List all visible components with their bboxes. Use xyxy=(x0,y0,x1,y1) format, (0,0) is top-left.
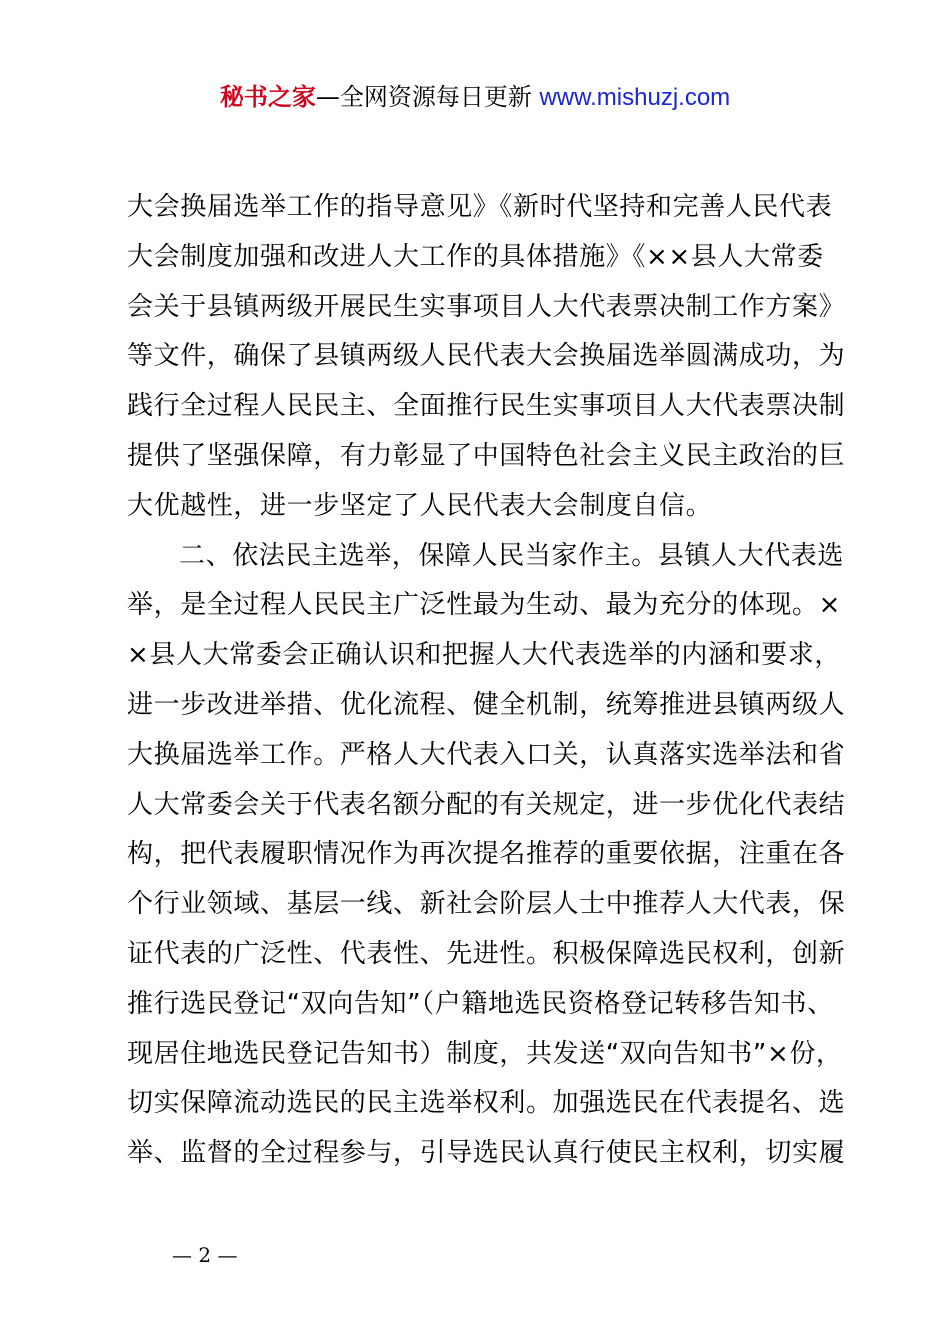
text-line: 人大常委会关于代表名额分配的有关规定，进一步优化代表结 xyxy=(127,789,846,820)
site-header xyxy=(0,80,950,115)
text-line: 切实保障流动选民的民主选举权利。加强选民在代表提名、选 xyxy=(127,1088,846,1119)
text-line: 大会换届选举工作的指导意见》《新时代坚持和完善人民代表 xyxy=(127,192,833,222)
site-tagline: —全网资源每日更新 xyxy=(315,83,540,111)
text-line: 大优越性，进一步坚定了人民代表大会制度自信。 xyxy=(127,490,713,521)
text-line: 会关于县镇两级开展民生实事项目人大代表票决制工作方案》 xyxy=(127,291,846,322)
text-line: 等文件，确保了县镇两级人民代表大会换届选举圆满成功，为 xyxy=(127,341,846,372)
paragraph-start-line: 二、依法民主选举，保障人民当家作主。县镇人大代表选 xyxy=(179,540,845,571)
text-line: 构，把代表履职情况作为再次提名推荐的重要依据，注重在各 xyxy=(127,839,846,870)
text-line: 现居住地选民登记告知书）制度，共发送“双向告知书”×份， xyxy=(127,1038,843,1069)
text-line: 推行选民登记“双向告知”（户籍地选民资格登记转移告知书、 xyxy=(127,988,834,1019)
document-body xyxy=(127,183,846,1179)
page-number: — 2 — xyxy=(172,1243,238,1267)
text-line: 大会制度加强和改进人大工作的具体措施》《××县人大常委 xyxy=(127,241,824,272)
text-line: 进一步改进举措、优化流程、健全机制，统筹推进县镇两级人 xyxy=(127,689,846,720)
site-url-link[interactable]: www.mishuzj.com xyxy=(539,84,731,111)
text-line: ×县人大常委会正确认识和把握人大代表选举的内涵和要求， xyxy=(127,640,841,671)
text-line: 大换届选举工作。严格人大代表入口关，认真落实选举法和省 xyxy=(127,739,846,770)
text-line: 提供了坚强保障，有力彰显了中国特色社会主义民主政治的巨 xyxy=(127,440,846,471)
text-line: 证代表的广泛性、代表性、先进性。积极保障选民权利，创新 xyxy=(127,938,846,969)
text-line: 举，是全过程人民民主广泛性最为生动、最为充分的体现。× xyxy=(127,590,841,621)
text-line: 个行业领域、基层一线、新社会阶层人士中推荐人大代表，保 xyxy=(127,889,846,920)
text-line: 践行全过程人民民主、全面推行民生实事项目人大代表票决制 xyxy=(127,391,846,422)
text-line: 举、监督的全过程参与，引导选民认真行使民主权利，切实履 xyxy=(127,1138,846,1169)
site-brand: 秘书之家 xyxy=(219,83,316,111)
